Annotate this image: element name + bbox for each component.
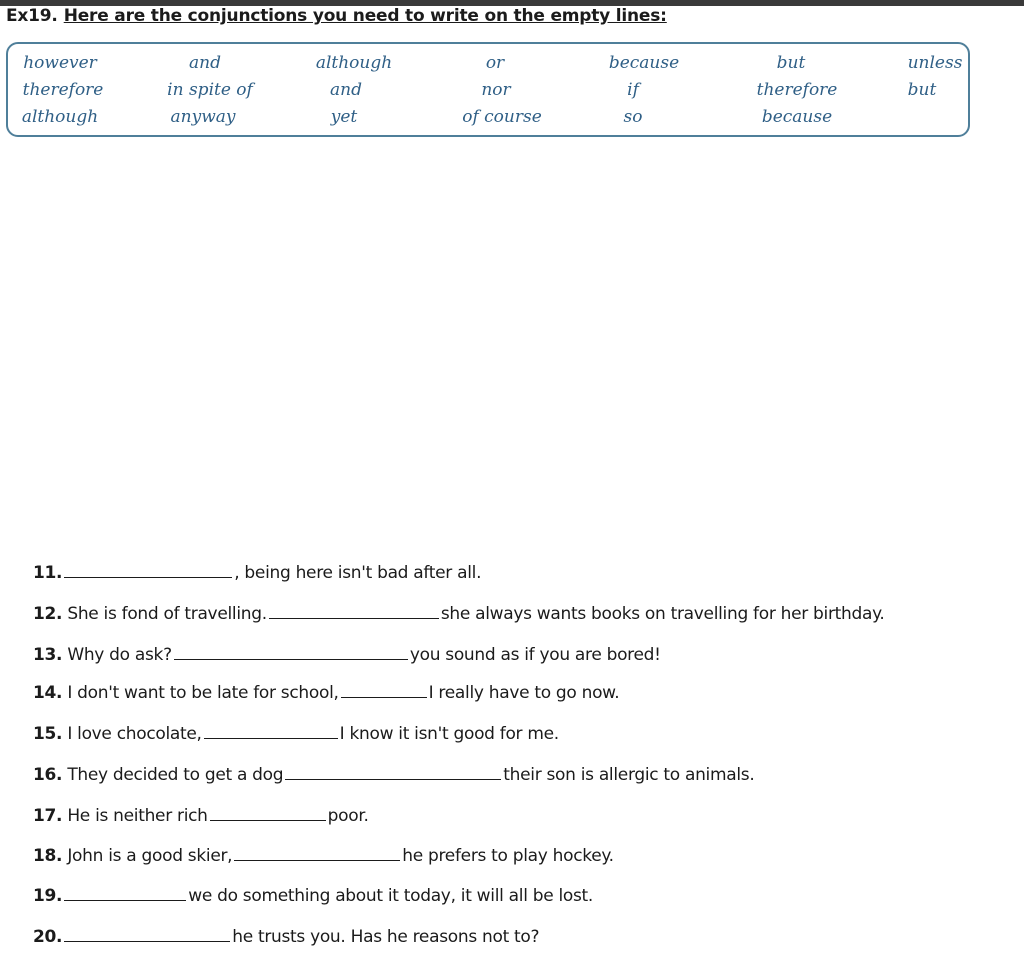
question-text-before: She is fond of travelling. — [67, 604, 267, 624]
answer-blank[interactable] — [341, 696, 427, 698]
question-text-before: I don't want to be late for school, — [67, 683, 339, 703]
question-number: 18. — [33, 846, 63, 866]
question-text-after: , being here isn't bad after all. — [234, 563, 482, 583]
question-text-before: They decided to get a dog — [67, 765, 284, 785]
question-number: 14. — [33, 683, 63, 703]
word-bank-item: because — [608, 53, 680, 73]
word-bank-item: because — [761, 107, 833, 127]
answer-blank[interactable] — [204, 737, 338, 739]
question-text-after: their son is allergic to animals. — [503, 765, 755, 785]
question-item — [33, 806, 369, 826]
question-text-after: she always wants books on travelling for her birthday. — [440, 604, 885, 624]
word-bank-item: but — [907, 80, 937, 100]
answer-blank[interactable] — [64, 899, 186, 901]
word-bank-item: but — [776, 53, 806, 73]
word-bank-item: or — [485, 53, 505, 73]
word-bank-item: of course — [462, 107, 542, 127]
question-number: 17. — [33, 806, 63, 826]
question-number: 12. — [33, 604, 63, 624]
word-bank-item: and — [330, 80, 362, 100]
question-item — [33, 645, 661, 665]
question-text-before: John is a good skier, — [67, 846, 233, 866]
question-text-before: Why do ask? — [67, 645, 172, 665]
word-bank-item: if — [627, 80, 639, 100]
word-bank-item: and — [189, 53, 221, 73]
question-text-after: I really have to go now. — [428, 683, 620, 703]
question-text-after: he prefers to play hockey. — [402, 846, 614, 866]
question-item — [33, 563, 481, 583]
word-bank-item: however — [23, 53, 97, 73]
question-number: 13. — [33, 645, 63, 665]
question-item — [33, 927, 539, 947]
question-text-before: I love chocolate, — [67, 724, 202, 744]
word-bank-item: anyway — [170, 107, 236, 127]
word-bank-item: yet — [330, 107, 358, 127]
answer-blank[interactable] — [269, 617, 439, 619]
question-number: 11. — [33, 563, 63, 583]
word-bank-item: nor — [481, 80, 511, 100]
question-text-after: I know it isn't good for me. — [339, 724, 559, 744]
question-number: 19. — [33, 886, 63, 906]
answer-blank[interactable] — [234, 859, 400, 861]
exercise-number: Ex19. — [6, 6, 58, 26]
question-item — [33, 604, 885, 624]
word-bank-item: so — [623, 107, 643, 127]
exercise-heading — [6, 6, 667, 26]
question-text-before: He is neither rich — [67, 806, 208, 826]
question-number: 20. — [33, 927, 63, 947]
question-text-after: we do something about it today, it will all be lost. — [188, 886, 594, 906]
answer-blank[interactable] — [174, 658, 408, 660]
answer-blank[interactable] — [285, 778, 501, 780]
question-item — [33, 683, 619, 703]
word-bank-item: therefore — [756, 80, 838, 100]
word-bank-item: unless — [907, 53, 963, 73]
question-text-after: poor. — [327, 806, 369, 826]
question-text-after: you sound as if you are bored! — [409, 645, 661, 665]
question-text-after: he trusts you. Has he reasons not to? — [232, 927, 540, 947]
question-item — [33, 846, 614, 866]
question-item — [33, 765, 754, 785]
exercise-instructions: Here are the conjunctions you need to write on the empty lines: — [63, 6, 667, 26]
answer-blank[interactable] — [210, 819, 326, 821]
word-bank-item: therefore — [22, 80, 104, 100]
question-number: 16. — [33, 765, 63, 785]
word-bank-item: in spite of — [167, 80, 253, 100]
question-number: 15. — [33, 724, 63, 744]
answer-blank[interactable] — [64, 940, 230, 942]
question-item — [33, 724, 559, 744]
question-item — [33, 886, 593, 906]
word-bank-item: although — [315, 53, 393, 73]
word-bank-item: although — [21, 107, 99, 127]
answer-blank[interactable] — [64, 576, 232, 578]
